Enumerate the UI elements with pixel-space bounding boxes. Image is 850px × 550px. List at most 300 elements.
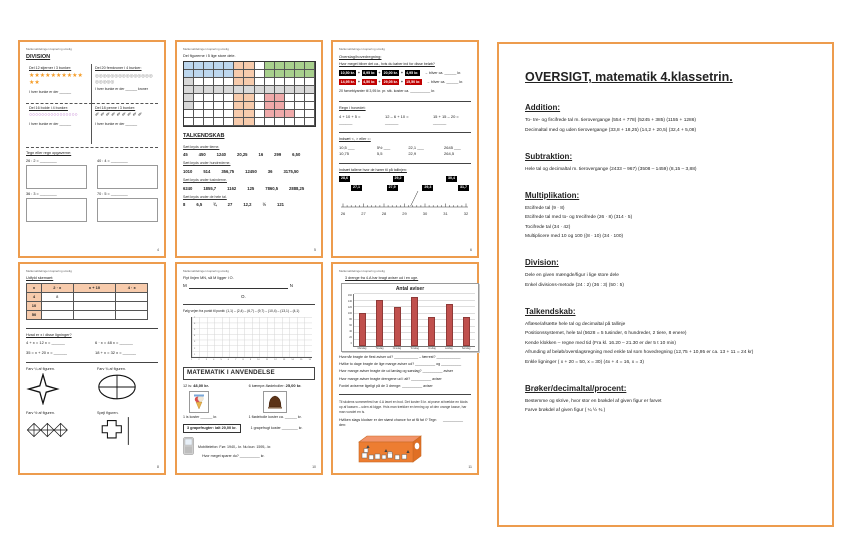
star-icons-row xyxy=(29,73,88,87)
grid-cell xyxy=(214,86,224,94)
grid-cell xyxy=(234,94,244,102)
grid-cell xyxy=(275,102,285,110)
worksheet-page-diagram xyxy=(331,262,479,475)
table-cell xyxy=(116,302,148,311)
item-price: 48,00 kr. xyxy=(193,383,209,389)
price-tag: 4,95 kr. xyxy=(406,70,419,75)
grid-cell xyxy=(234,86,244,94)
overview-line: Enkle ligninger ( x + 20 = 50, x = 30) (4x + 4 = 16, x = 3) xyxy=(525,359,644,365)
number-value: 514 xyxy=(203,168,211,174)
chart-bar xyxy=(394,307,401,346)
overview-line: Enkel divisions-metode (24 : 2) (36 : 3) (50 : 5) xyxy=(525,282,624,288)
ball-icon: ○ xyxy=(71,112,75,119)
chart-title: Antal aviser xyxy=(395,286,425,293)
table-cell xyxy=(116,311,148,320)
item-question: 1 is koster ______ kr. xyxy=(183,415,218,420)
exercise-instruction: Sæt kryds under tusinderne. xyxy=(183,178,227,183)
function-table xyxy=(26,283,148,320)
grid-cell xyxy=(255,94,265,102)
chart-bar xyxy=(428,317,435,346)
grid-cell xyxy=(275,118,285,126)
grid-cell xyxy=(244,62,254,70)
grid-cell xyxy=(204,70,214,78)
grid-cell xyxy=(265,102,275,110)
division-task xyxy=(26,104,92,144)
grid-cell xyxy=(194,78,204,86)
ball-icon: ○ xyxy=(62,112,66,119)
star-icon: ★ xyxy=(77,73,83,80)
y-axis-label: 140 xyxy=(347,299,352,303)
grid-cell xyxy=(285,94,295,102)
coin-icon: ◎ xyxy=(95,73,99,79)
final-question: Hvilken slags klodser er der størst chance for at få fat i? Tegn den: xyxy=(339,418,437,427)
grid-cell xyxy=(295,94,305,102)
divider xyxy=(26,328,158,329)
y-axis-label: 60 xyxy=(349,324,352,328)
grid-cell xyxy=(204,110,214,118)
grid-cell xyxy=(224,118,234,126)
applied-math-banner: MATEMATIK I ANVENDELSE xyxy=(183,367,315,380)
tick-label: 32 xyxy=(463,210,469,216)
grid-cell xyxy=(184,70,194,78)
grapefruit-task xyxy=(183,424,315,433)
problem-text: 40 : 4 = ________ xyxy=(97,158,128,163)
ice-cream-image-frame xyxy=(189,391,209,413)
chart-area xyxy=(345,294,475,347)
ball-icon: ○ xyxy=(38,112,42,119)
page-header: Mellemafdelingen kopiering ulovlig xyxy=(339,269,385,273)
grid-cell xyxy=(285,70,295,78)
table-cell xyxy=(73,293,116,302)
ball-icon: ○ xyxy=(50,112,54,119)
grid-cell xyxy=(204,94,214,102)
grid-cell xyxy=(214,62,224,70)
point-m-label: M xyxy=(183,283,187,289)
x-axis-label: Torsdag xyxy=(410,346,419,350)
section-title: Overslag/hovedregning: xyxy=(339,54,382,60)
number-tag: 27,1 xyxy=(353,185,360,190)
number-value: 1240 xyxy=(216,151,226,157)
table-cell xyxy=(42,302,74,311)
x-axis-label: Onsdag xyxy=(392,346,402,350)
number-tag: 29,3 xyxy=(424,185,432,190)
page-number: 4 xyxy=(157,248,159,253)
overview-line: Decimaltal med og uden tierovergange (33,8 + 18,25) (14,2 + 20,5) (32,4 + 5,08) xyxy=(525,127,697,133)
grid-instruction: Del figurerne i 5 lige store dele. xyxy=(183,54,236,59)
number-tag: 30,4 xyxy=(448,176,455,181)
figure-label: Spejl figuren. xyxy=(97,411,119,416)
overview-section-title: Addition: xyxy=(525,103,561,112)
star-icon: ★ xyxy=(55,73,62,80)
estimate-blank: → bliver ca. ______ kr. xyxy=(426,79,464,84)
tick-mark xyxy=(411,191,418,206)
mental-problem: 15 + 15 – 20 = ______ xyxy=(432,114,459,125)
grid-cell xyxy=(275,62,285,70)
pen-icon: ✐ xyxy=(121,112,128,119)
question-line: Fordel aviserne ligeligt på de 3 drenge: __________ aviser xyxy=(339,384,433,389)
grid-cell xyxy=(184,86,194,94)
coin-icon: ◎ xyxy=(110,78,115,84)
item-question: 1 flødebolle koster ca. ______ kr. xyxy=(248,415,302,420)
number-value: 450 xyxy=(198,151,206,157)
overview-line: Multiplicere med 10 og 100 ((8 · 10) (34 · 100) xyxy=(525,234,624,239)
grid-cell xyxy=(204,86,214,94)
table-cell xyxy=(73,302,116,311)
equation: 6 · x = 48 x = ______ xyxy=(95,340,133,346)
x-axis-label: Lørdag xyxy=(445,346,453,350)
star-icon: ★ xyxy=(45,73,51,80)
page-number: 10 xyxy=(312,465,316,470)
grid-cell xyxy=(255,118,265,126)
coin-icon: ◎ xyxy=(102,78,107,84)
x-tick-label: 9 xyxy=(249,358,252,361)
number-row xyxy=(183,169,315,175)
drawing-box xyxy=(26,165,87,189)
answer-blank: I hver bunke er der ______ kroner xyxy=(95,87,148,92)
page-header: Mellemafdelingen kopiering ulovlig xyxy=(339,47,385,51)
line-mn xyxy=(183,283,293,289)
figure-task xyxy=(97,367,158,407)
overview-line: Kende klokken – regne med tid (Fra kl. 16.20 – 21.30 er der 5 t 10 min) xyxy=(525,340,676,346)
ball-icons-row xyxy=(29,113,88,119)
plus-sign: + xyxy=(378,70,381,75)
number-value: 12,2 xyxy=(243,202,252,208)
x-tick-label: 15 xyxy=(299,358,303,361)
item-offer xyxy=(249,383,315,389)
figure-label: Farv ¾ af figuren. xyxy=(97,367,126,372)
price-tag: 14,95 kr. xyxy=(340,79,355,84)
y-axis-label: 80 xyxy=(349,318,352,322)
section-title: TALKENDSKAB xyxy=(183,133,225,140)
division-task xyxy=(92,104,158,144)
y-tick-label: 2 xyxy=(194,347,196,350)
ball-icon: ○ xyxy=(35,112,39,119)
number-value: 6,50 xyxy=(292,151,301,157)
line-task-text: Flyt linjen MN, så M ligger i O. xyxy=(183,276,234,281)
ball-icon: ○ xyxy=(74,112,78,119)
quartered-ellipse-figure xyxy=(97,373,137,401)
grid-cell xyxy=(265,86,275,94)
shop-item xyxy=(183,383,241,420)
chart-bar xyxy=(446,304,453,346)
shopping-tasks xyxy=(183,383,315,420)
overview-section-title: Division: xyxy=(525,258,559,267)
spacer xyxy=(350,176,393,182)
answer-blank: I hver bunke er der ______ xyxy=(95,122,138,127)
pen-icon: ✐ xyxy=(105,112,112,119)
grid-cell xyxy=(275,94,285,102)
chart-x-labels xyxy=(353,347,475,350)
x-axis-ticks xyxy=(191,359,311,362)
divider xyxy=(183,304,315,305)
page-number: 5 xyxy=(314,248,316,253)
coin-icon: ◎ xyxy=(118,73,122,79)
point-n-label: N xyxy=(289,283,293,289)
grid-cell xyxy=(234,70,244,78)
pen-icon: ✐ xyxy=(132,112,138,119)
pen-icon: ✐ xyxy=(127,112,133,119)
ball-icon: ○ xyxy=(56,112,60,119)
grid-cell xyxy=(305,110,315,118)
grid-cell xyxy=(194,86,204,94)
pen-icon: ✐ xyxy=(116,112,122,119)
table-header-row xyxy=(27,284,148,293)
coin-icon: ◎ xyxy=(95,78,99,84)
grid-cell xyxy=(204,102,214,110)
grid-cell xyxy=(184,62,194,70)
division-tasks xyxy=(26,64,158,144)
grid-cell xyxy=(305,78,315,86)
grid-cell xyxy=(224,110,234,118)
grid-cell xyxy=(305,94,315,102)
table-cell xyxy=(116,293,148,302)
star-icon: ★ xyxy=(34,80,40,87)
chart-questions xyxy=(339,355,471,390)
overview-line: Tocifrede tal (34 · 42) xyxy=(525,224,571,230)
x-tick-label: 2 xyxy=(198,358,200,361)
grid-cell xyxy=(255,78,265,86)
chart-bars xyxy=(354,294,475,346)
line-segment xyxy=(189,287,288,289)
division-task xyxy=(26,64,92,104)
divider xyxy=(339,394,471,395)
x-axis-label: Tirsdag xyxy=(375,346,384,350)
item-offer xyxy=(183,383,241,389)
story-text: Til skolens sommerfest har 4.A lavet en bod. Det koster 5 kr. at prøve at trække en klods op af kassen – uden at kigge. Hvis man trækker en terning op af den orange kasse, har man vundet en is. xyxy=(339,400,468,415)
chart-y-axis xyxy=(345,294,353,346)
y-tick-label: 3 xyxy=(194,341,196,344)
divider xyxy=(26,147,158,148)
overview-line: Bestemme og skrive, hvor stor en brøkdel af given figur er farvet xyxy=(525,398,662,404)
chocolate-treat-icon xyxy=(267,394,283,410)
exercise-instruction: Sæt kryds under de hele tal. xyxy=(183,195,227,200)
grid-cell xyxy=(194,118,204,126)
y-axis-label: 40 xyxy=(349,330,352,334)
number-row xyxy=(183,152,315,158)
y-axis-label: 120 xyxy=(347,305,352,309)
coin-icon: ◎ xyxy=(110,73,115,79)
answer-blank: I hver bunke er der ______ xyxy=(29,90,72,95)
four-point-star-figure xyxy=(26,373,60,405)
division-problem xyxy=(97,159,158,189)
number-value: 45 xyxy=(183,151,188,157)
overview-line: Etcifrede tal (9 · 8) xyxy=(525,205,565,211)
grid-cell xyxy=(214,78,224,86)
grid-cell xyxy=(265,70,275,78)
number-row xyxy=(183,186,315,192)
x-tick-label: 5 xyxy=(220,358,222,361)
task-label: Del 20 femkroner i 4 bunker: xyxy=(95,66,142,71)
x-tick-label: 3 xyxy=(205,358,207,361)
grid-cell xyxy=(184,94,194,102)
grid-cell xyxy=(214,118,224,126)
worksheet-page-overslag xyxy=(331,40,479,258)
number-tag: 27,9 xyxy=(388,185,396,190)
number-row xyxy=(183,202,315,208)
plus-sign: + xyxy=(357,79,360,84)
grid-cell xyxy=(244,70,254,78)
y-tick-label: 7 xyxy=(194,316,196,319)
pencil-problem: 20 farveblyanter til 3,95 kr. pr. stk. koster ca. __________ kr. xyxy=(339,89,436,94)
number-value: 36 xyxy=(267,168,273,174)
table-cell: 4 xyxy=(27,293,42,302)
task-label: Del 16 bolde i 4 bunker: xyxy=(29,106,68,111)
x-axis-label: Mandag xyxy=(357,346,367,350)
grid-cell xyxy=(255,102,265,110)
table-cell xyxy=(73,311,116,320)
grid-cell xyxy=(184,118,194,126)
ball-icon: ○ xyxy=(53,112,57,119)
divider xyxy=(339,163,471,164)
overview-line: To- tre- og fircifrede tal m. tierovergange (554 + 778) (5245 + 385) (1155 + 1286) xyxy=(525,118,696,123)
star-icon: ★ xyxy=(50,73,56,80)
mental-problem: 4 + 10 + 5 = ______ xyxy=(339,114,361,125)
grid-cell xyxy=(295,62,305,70)
number-exercises xyxy=(183,145,315,209)
table-row xyxy=(27,302,148,311)
final-blank: __________ xyxy=(443,418,463,423)
coin-icon: ◎ xyxy=(121,73,126,79)
grid-cell xyxy=(184,78,194,86)
problem-text: 26 : 2 = ________ xyxy=(26,158,57,163)
number-value: ½ xyxy=(262,202,266,208)
coin-icon: ◎ xyxy=(114,73,119,79)
grid-cell xyxy=(265,118,275,126)
phone-task xyxy=(183,437,315,459)
figure-label: Farv ¼ af figuren. xyxy=(26,367,55,372)
x-axis-label: Fredag xyxy=(428,346,436,350)
plus-sign: + xyxy=(400,79,403,84)
spacer xyxy=(404,176,447,182)
ball-icon: ○ xyxy=(47,112,51,119)
grid-cell xyxy=(285,78,295,86)
grid-cell xyxy=(305,70,315,78)
overview-line: Hele tal og decimaltal m. tierovergange (2433 – 967) (3508 – 1459) (8,15 – 3,88) xyxy=(525,166,697,172)
overview-line: Positionssystemet, hele tal (5628 = 5 tusinder, 6 hundreder, 2 tiere, 8 enere) xyxy=(525,331,687,336)
divider xyxy=(339,101,471,102)
grid-cell xyxy=(234,118,244,126)
grid-cell xyxy=(234,102,244,110)
grid-cell xyxy=(295,86,305,94)
page-header: Mellemafdelingen kopiering ulovlig xyxy=(26,47,72,51)
number-tags-top xyxy=(339,176,457,182)
star-icon: ★ xyxy=(39,73,46,80)
coin-icon: ◎ xyxy=(144,73,149,79)
grid-cell xyxy=(204,62,214,70)
plus-sign: + xyxy=(357,70,360,75)
phone-text xyxy=(198,437,271,459)
price-tag: 10,50 kr. xyxy=(340,70,355,75)
mental-math-title: Regn i hovedet: xyxy=(339,106,366,111)
phone-question: Hvor meget sparer du? __________ kr. xyxy=(202,454,265,458)
grid-cell xyxy=(265,110,275,118)
star-icon: ★ xyxy=(34,73,40,80)
x-axis-label: Søndag xyxy=(461,346,471,350)
grid-cell xyxy=(244,78,254,86)
question-line: Hvor mange aviser bragte de ud lørdag og søndag? __________ aviser xyxy=(339,369,454,374)
number-value: 1855,7 xyxy=(203,185,217,191)
divider xyxy=(26,362,158,363)
page-number: 11 xyxy=(468,465,472,470)
table-cell: 50 xyxy=(27,311,42,320)
number-value: 20,25 xyxy=(237,151,248,157)
grid-cell xyxy=(305,62,315,70)
coin-icon: ◎ xyxy=(137,73,142,79)
overview-sections xyxy=(525,103,806,413)
chart-bar xyxy=(463,317,470,346)
pen-icon: ✐ xyxy=(95,112,101,119)
tick-label: 29 xyxy=(402,210,407,216)
grid-cell xyxy=(275,110,285,118)
chart-intro-text: 3 drenge fra 4.A har bragt aviser ud i en uge. xyxy=(345,276,419,281)
ball-icon: ○ xyxy=(41,112,45,119)
page-header: Mellemafdelingen kopiering ulovlig xyxy=(26,269,72,273)
grid-cell xyxy=(224,70,234,78)
ball-icon: ○ xyxy=(32,112,36,119)
overview-line: Afrunding af beløb/overslagsregning med enkle tal som hovedregning (12,75 + 10,95 er ca. 13 + 11 = 24 kr) xyxy=(525,350,754,355)
grid-cell xyxy=(214,70,224,78)
x-tick-label: 10 xyxy=(257,358,260,361)
tick-label: 26 xyxy=(340,210,346,216)
coin-icons-row xyxy=(95,73,155,84)
overview-section-title: Brøker/decimaltal/procent: xyxy=(525,383,627,393)
star-icon: ★ xyxy=(66,73,73,80)
plus-sign: + xyxy=(378,79,381,84)
number-value: 6,5 xyxy=(196,202,203,208)
grid-cell xyxy=(224,86,234,94)
number-value: 356,75 xyxy=(221,168,235,174)
table-cell: 8 xyxy=(42,293,74,302)
price-tag: 29,05 kr. xyxy=(383,79,398,84)
mental-problem: 12 – 6 + 10 = ______ xyxy=(384,114,409,125)
star-icon: ★ xyxy=(29,73,35,80)
number-value: 1010 xyxy=(183,168,193,174)
x-tick-label: 12 xyxy=(274,358,277,361)
overview-section-title: Talkendskab: xyxy=(525,306,576,316)
pen-icon: ✐ xyxy=(137,112,144,119)
division-task xyxy=(92,64,158,104)
y-tick-label: 5 xyxy=(194,329,196,332)
column-header: x + 10 xyxy=(73,284,116,293)
x-tick-label: 1 xyxy=(191,358,193,361)
compare-problems xyxy=(339,145,471,156)
overview-line: Aflæse/afsætte hele tal og decimaltal på tallinje xyxy=(525,321,626,327)
grid-cell xyxy=(275,86,285,94)
grid-cell xyxy=(224,94,234,102)
overview-line: Farve brøkdel af given figur ( ¼ ½ ¾ ) xyxy=(525,408,606,413)
grid-cell xyxy=(275,70,285,78)
grid-cell xyxy=(255,86,265,94)
point-o-label: O. xyxy=(241,294,246,300)
number-line xyxy=(339,191,471,221)
equation: 18 + x = 32 x = ______ xyxy=(95,349,137,355)
tick-label: 27 xyxy=(361,210,366,216)
coin-icon: ◎ xyxy=(129,73,134,79)
ice-cream-icon xyxy=(193,394,205,410)
table-row xyxy=(27,293,148,302)
grid-cell xyxy=(234,62,244,70)
problem-text: 70 : 5 = ________ xyxy=(97,191,128,196)
question-line: Hvilke to dage bragte de lige mange aviser ud? __________ og __________ xyxy=(339,362,462,367)
item-label: 6 kæmpe-flødeboller: xyxy=(248,384,285,389)
grid-cell xyxy=(194,110,204,118)
x-tick-label: 8 xyxy=(242,358,244,361)
coin-icon: ◎ xyxy=(102,73,107,79)
page-number: 8 xyxy=(157,465,159,470)
grid-cell xyxy=(194,62,204,70)
price-tag: 4,50 kr. xyxy=(363,79,376,84)
grid-cell xyxy=(265,78,275,86)
